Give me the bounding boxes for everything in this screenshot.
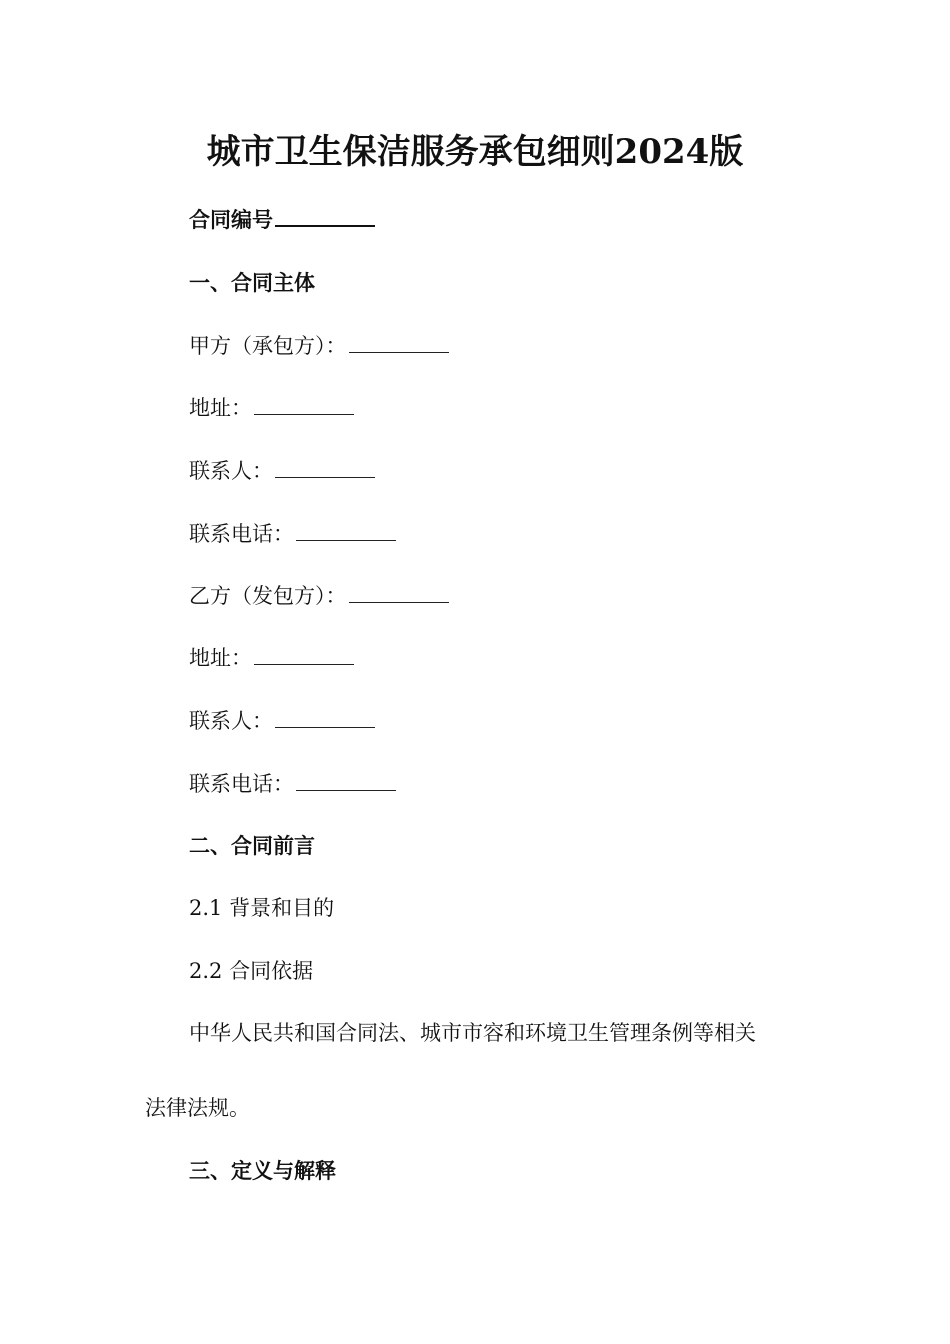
party-a-contact-row — [189, 456, 375, 486]
section2-heading: 二、合同前言 — [189, 833, 315, 858]
party-b-contact-blank[interactable] — [275, 707, 375, 728]
party-b-blank[interactable] — [349, 582, 449, 603]
section1-heading: 一、合同主体 — [189, 270, 315, 295]
party-b-address-label: 地址： — [189, 646, 252, 670]
party-b-label: 乙方（发包方）： — [189, 584, 347, 608]
item-2-1: 2.1 背景和目的 — [189, 896, 335, 920]
document-title: 城市卫生保洁服务承包细则2024版 — [206, 132, 744, 172]
contract-number-label: 合同编号 — [189, 207, 273, 232]
party-a-contact-label: 联系人： — [189, 459, 273, 483]
basis-text-line1: 中华人民共和国合同法、城市市容和环境卫生管理条例等相关 — [189, 1021, 756, 1045]
party-a-label: 甲方（承包方）： — [189, 334, 347, 358]
party-b-phone-blank[interactable] — [296, 770, 396, 791]
party-b-row — [189, 581, 449, 611]
party-b-contact-label: 联系人： — [189, 709, 273, 733]
item-2-2: 2.2 合同依据 — [189, 959, 314, 983]
party-a-row — [189, 331, 449, 361]
basis-text-line2: 法律法规。 — [145, 1096, 250, 1120]
party-a-address-row — [189, 393, 354, 423]
section3-heading: 三、定义与解释 — [189, 1158, 336, 1183]
party-b-address-blank[interactable] — [254, 644, 354, 665]
party-b-phone-label: 联系电话： — [189, 772, 294, 796]
party-a-contact-blank[interactable] — [275, 457, 375, 478]
party-a-phone-blank[interactable] — [296, 520, 396, 541]
party-b-contact-row — [189, 706, 375, 736]
party-b-phone-row — [189, 769, 396, 799]
contract-number-blank[interactable] — [275, 205, 375, 227]
party-a-phone-label: 联系电话： — [189, 522, 294, 546]
party-a-phone-row — [189, 519, 396, 549]
party-b-address-row — [189, 643, 354, 673]
party-a-blank[interactable] — [349, 332, 449, 353]
party-a-address-label: 地址： — [189, 396, 252, 420]
party-a-address-blank[interactable] — [254, 394, 354, 415]
contract-number-row — [189, 205, 375, 235]
